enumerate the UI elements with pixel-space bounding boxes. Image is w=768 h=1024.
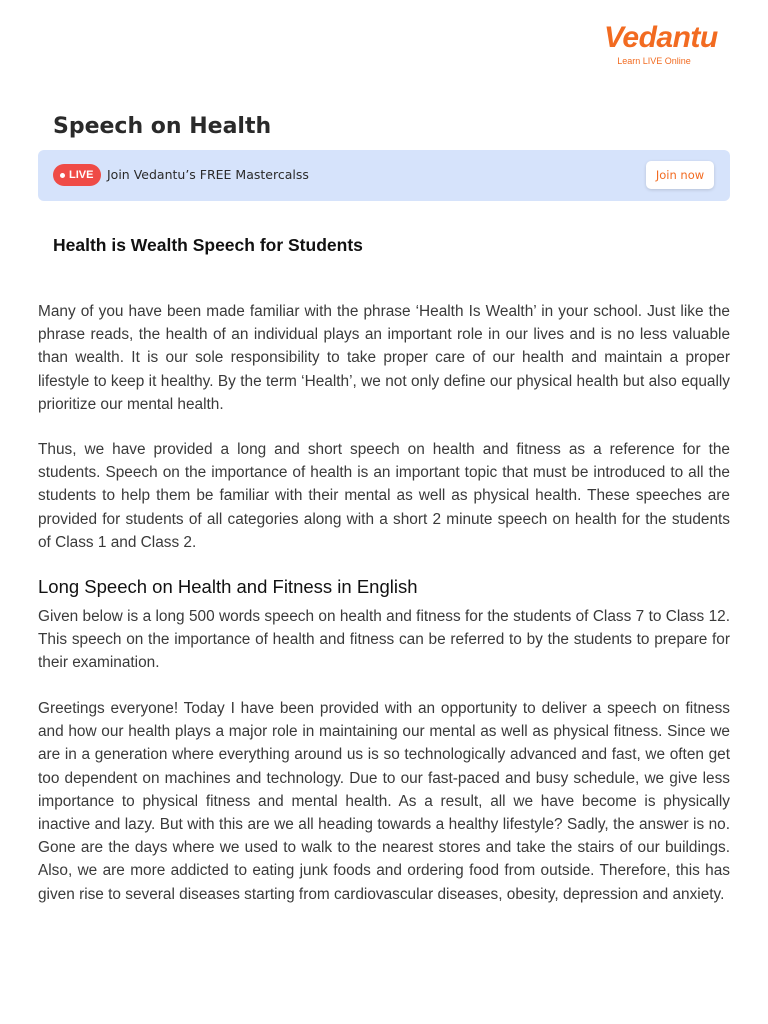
speech-paragraph: Greetings everyone! Today I have been provided with an opportunity to deliver a speech on fitness and how our health plays a major role in maintaining our mental as well as physical fitness. Since we are in a generation where everything around us is so technologically advanced and fast, we often get too dependent on machines and technology. Due to our fast-paced and busy schedule, we give less importance to physical fitness and mental health. As a result, all we have become is physically inactive and lazy. But with this are we all heading towards a healthy lifestyle? Sadly, the answer is no. Gone are the days where we used to walk to the nearest stores and take the stairs of our buildings. Also, we are more addicted to eating junk foods and ordering food from outside. Therefore, this has given rise to several diseases starting from cardiovascular diseases, obesity, depression and anxiety. — [38, 700, 730, 903]
banner-text: Join Vedantu’s FREE Mastercalss — [107, 167, 309, 182]
logo-tagline: Learn LIVE Online — [617, 56, 691, 66]
long-speech-heading: Long Speech on Health and Fitness in English — [38, 576, 418, 597]
logo-wordmark: Vedantu — [604, 21, 718, 54]
join-now-button[interactable]: Join now — [646, 161, 714, 189]
live-badge — [53, 164, 101, 186]
live-dot-icon — [60, 173, 65, 178]
vedantu-logo[interactable] — [604, 21, 718, 67]
page-title: Speech on Health — [53, 114, 272, 139]
intro-paragraph-1: Many of you have been made familiar with the phrase ‘Health Is Wealth’ in your school. Just like the phrase reads, the health of an individual plays an important role in our lives and is no less valuable than wealth. It is our sole responsibility to take proper care of our health and maintain a proper lifestyle to keep it healthy. By the term ‘Health’, we not only define our physical health but also equally prioritize our mental health. — [38, 303, 730, 413]
live-badge-label: LIVE — [69, 169, 94, 181]
masterclass-banner[interactable] — [38, 150, 730, 201]
section-heading: Health is Wealth Speech for Students — [53, 235, 363, 255]
intro-paragraph-2: Thus, we have provided a long and short speech on health and fitness as a reference for the students. Speech on the importance of health is an important topic that must be introduced to all the students to help them be familiar with their mental as well as physical health. These speeches are provided for students of all categories along with a short 2 minute speech on health for the students of Class 1 and Class 2. — [38, 441, 730, 551]
long-speech-intro: Given below is a long 500 words speech on health and fitness for the students of Class 7 to Class 12. This speech on the importance of health and fitness can be referred to by the students to prepare for their examination. — [38, 608, 730, 672]
